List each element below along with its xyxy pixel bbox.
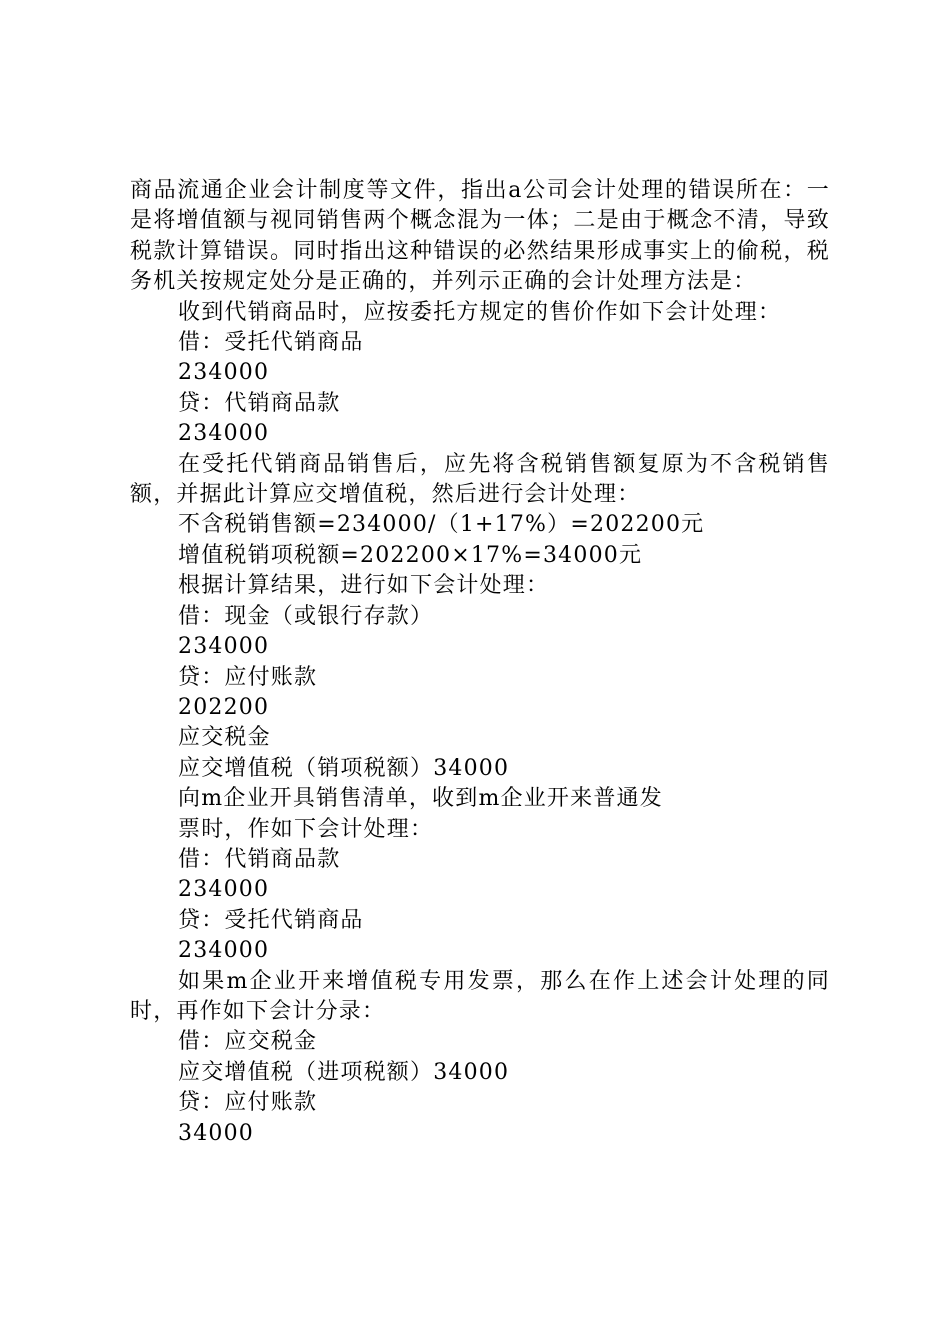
entry-amount: 234000 (178, 360, 270, 386)
formula-net-sales: 不含税销售额=234000/（1+17%）=202200元 (178, 512, 705, 538)
paragraph-receive-goods: 收到代销商品时，应按委托方规定的售价作如下会计处理： (178, 299, 782, 325)
entry-debit-consigned-goods: 借：受托代销商品 (178, 330, 364, 356)
entry-amount: 34000 (178, 1120, 254, 1146)
entry-input-vat: 应交增值税（进项税额）34000 (178, 1059, 510, 1085)
paragraph-after-sale: 在受托代销商品销售后，应先将含税销售额复原为不含税销售额，并据此计算应交增值税，然后进行会计处理： (130, 451, 830, 508)
entry-credit-consigned-payable: 贷：代销商品款 (178, 390, 341, 416)
paragraph-special-invoice: 如果m企业开来增值税专用发票，那么在作上述会计处理的同时，再作如下会计分录： (130, 968, 830, 1024)
formula-output-vat: 增值税销项税额=202200×17%=34000元 (178, 542, 643, 568)
entry-amount: 234000 (178, 634, 270, 660)
entry-credit-consigned-goods: 贷：受托代销商品 (178, 907, 364, 933)
entry-debit-tax-payable: 借：应交税金 (178, 1029, 318, 1055)
entry-amount: 202200 (178, 694, 270, 720)
entry-tax-payable: 应交税金 (178, 725, 271, 751)
document-body (130, 176, 830, 1149)
entry-debit-cash: 借：现金（或银行存款） (178, 603, 434, 629)
entry-output-vat: 应交增值税（销项税额）34000 (178, 755, 510, 781)
paragraph-intro: 商品流通企业会计制度等文件，指出a公司会计处理的错误所在：一是将增值额与视同销售两个概念混为一体；二是由于概念不清，导致税款计算错误。同时指出这种错误的必然结果形成事实上的偷税，税务机关按规定处分是正确的，并列示正确的会计处理方法是： (130, 178, 830, 295)
entry-debit-consigned-payable: 借：代销商品款 (178, 846, 341, 872)
entry-credit-accounts-payable: 贷：应付账款 (178, 1090, 318, 1116)
paragraph-invoice-received: 票时，作如下会计处理： (178, 816, 434, 842)
paragraph-based-on-result: 根据计算结果，进行如下会计处理： (178, 573, 550, 599)
entry-amount: 234000 (178, 421, 270, 447)
entry-credit-accounts-payable: 贷：应付账款 (178, 664, 318, 690)
entry-amount: 234000 (178, 877, 270, 903)
paragraph-issue-sales-list: 向m企业开具销售清单，收到m企业开来普通发 (178, 786, 663, 812)
entry-amount: 234000 (178, 938, 270, 964)
